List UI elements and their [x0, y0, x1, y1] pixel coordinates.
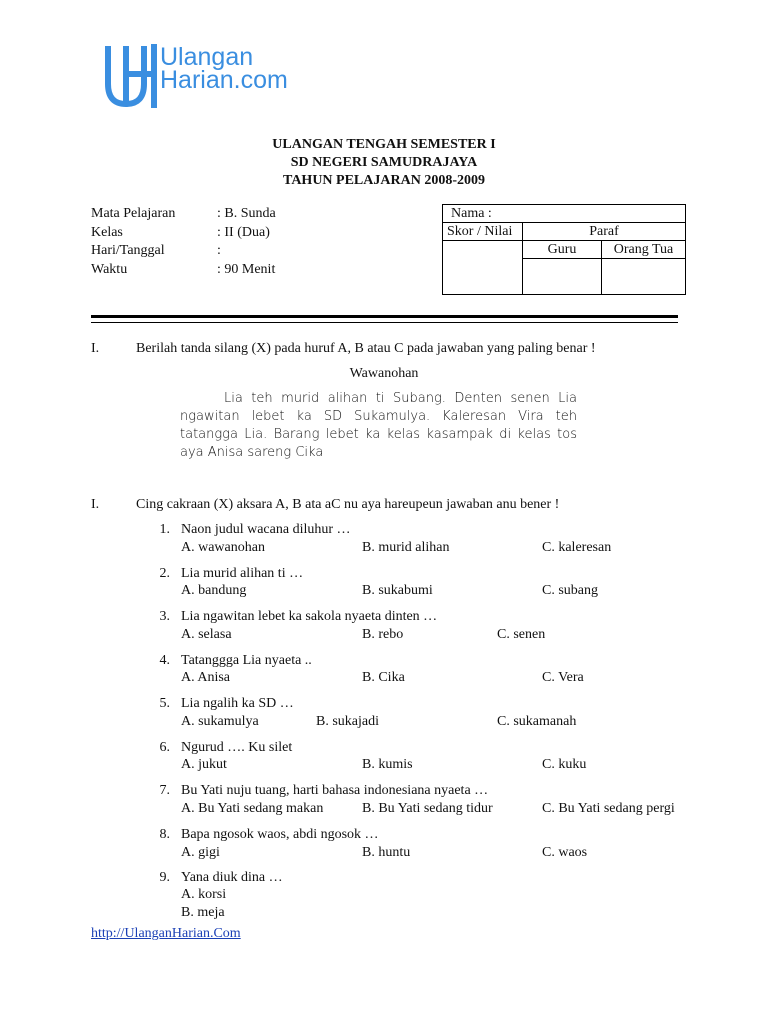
separator-thick	[91, 315, 678, 318]
info-label-subject: Mata Pelajaran	[91, 206, 176, 221]
score-table	[442, 204, 686, 295]
question-number: 5.	[159, 696, 170, 711]
option-a: A. wawanohan	[181, 540, 265, 555]
parent-signature-cell	[602, 259, 686, 295]
option-a: A. Anisa	[181, 670, 230, 685]
option-b: B. meja	[181, 905, 225, 920]
option-c: C. Vera	[542, 670, 584, 685]
section2-instruction: Cing cakraan (X) aksara A, B ata aC nu aya hareupeun jawaban anu bener !	[136, 497, 560, 512]
option-a: A. jukut	[181, 757, 227, 772]
option-c: C. waos	[542, 845, 588, 860]
name-cell: Nama :	[443, 205, 686, 223]
question-text: Lia ngalih ka SD …	[181, 696, 294, 711]
question-number: 9.	[159, 870, 170, 885]
option-a: A. bandung	[181, 583, 247, 598]
score-cell: Skor / Nilai	[443, 223, 523, 241]
option-b: B. sukajadi	[316, 714, 379, 729]
passage-text: Lia teh murid alihan ti Subang. Denten senen Lia ngawitan lebet ka SD Sukamulya. Kaleresan Vira teh tatangga Lia. Barang lebet ka kelas kasampak di kelas tos aya Anisa sareng Cika	[180, 391, 577, 460]
logo-line1: Ulangan	[160, 43, 254, 71]
option-c: C. Bu Yati sedang pergi	[542, 801, 675, 816]
option-b: B. kumis	[362, 757, 413, 772]
score-value-cell	[443, 241, 523, 295]
question-number: 4.	[159, 653, 170, 668]
info-label-date: Hari/Tanggal	[91, 243, 165, 258]
option-c: C. sukamanah	[497, 714, 577, 729]
school-year: TAHUN PELAJARAN 2008-2009	[283, 173, 485, 188]
logo-line2: Harian.com	[160, 66, 288, 94]
question-text: Bapa ngosok waos, abdi ngosok …	[181, 827, 379, 842]
question-text: Tatanggga Lia nyaeta ..	[181, 653, 312, 668]
passage-title: Wawanohan	[349, 366, 419, 381]
info-label-class: Kelas	[91, 225, 123, 240]
separator-thin	[91, 322, 678, 323]
option-a: A. Bu Yati sedang makan	[181, 801, 324, 816]
signature-header: Paraf	[523, 223, 686, 241]
footer-link[interactable]: http://UlanganHarian.Com	[91, 926, 241, 941]
option-b: B. huntu	[362, 845, 411, 860]
question-text: Bu Yati nuju tuang, harti bahasa indonesiana nyaeta …	[181, 783, 489, 798]
option-b: B. Cika	[362, 670, 405, 685]
question-text: Ngurud …. Ku silet	[181, 740, 293, 755]
info-label-time: Waktu	[91, 262, 128, 277]
question-number: 2.	[159, 566, 170, 581]
teacher-signature-cell	[523, 259, 602, 295]
option-a: A. gigi	[181, 845, 220, 860]
option-c: C. subang	[542, 583, 598, 598]
option-b: B. rebo	[362, 627, 404, 642]
question-number: 3.	[159, 609, 170, 624]
option-c: C. kaleresan	[542, 540, 612, 555]
option-b: B. Bu Yati sedang tidur	[362, 801, 493, 816]
teacher-header: Guru	[523, 241, 602, 259]
uh-logo-icon	[104, 40, 164, 112]
question-text: Lia murid alihan ti …	[181, 566, 304, 581]
school-name: SD NEGERI SAMUDRAJAYA	[290, 155, 478, 170]
option-a: A. sukamulya	[181, 714, 259, 729]
section2-number: I.	[91, 497, 100, 512]
option-c: C. senen	[497, 627, 546, 642]
question-text: Naon judul wacana diluhur …	[181, 522, 351, 537]
info-value-class: : II (Dua)	[217, 225, 270, 240]
question-number: 8.	[159, 827, 170, 842]
question-number: 7.	[159, 783, 170, 798]
parent-header: Orang Tua	[602, 241, 686, 259]
logo-wordmark	[160, 43, 288, 94]
section1-instruction: Berilah tanda silang (X) pada huruf A, B atau C pada jawaban yang paling benar !	[136, 341, 596, 356]
info-value-subject: : B. Sunda	[217, 206, 276, 221]
question-number: 6.	[159, 740, 170, 755]
section1-number: I.	[91, 341, 100, 356]
option-a: A. korsi	[181, 887, 227, 902]
option-c: C. kuku	[542, 757, 587, 772]
info-value-date: :	[217, 243, 221, 258]
question-text: Yana diuk dina …	[181, 870, 283, 885]
exam-title: ULANGAN TENGAH SEMESTER I	[272, 137, 496, 152]
question-number: 1.	[159, 522, 170, 537]
option-b: B. sukabumi	[362, 583, 433, 598]
question-text: Lia ngawitan lebet ka sakola nyaeta dinten …	[181, 609, 438, 624]
option-b: B. murid alihan	[362, 540, 450, 555]
option-a: A. selasa	[181, 627, 232, 642]
reading-passage	[180, 390, 577, 462]
info-value-time: : 90 Menit	[217, 262, 276, 277]
